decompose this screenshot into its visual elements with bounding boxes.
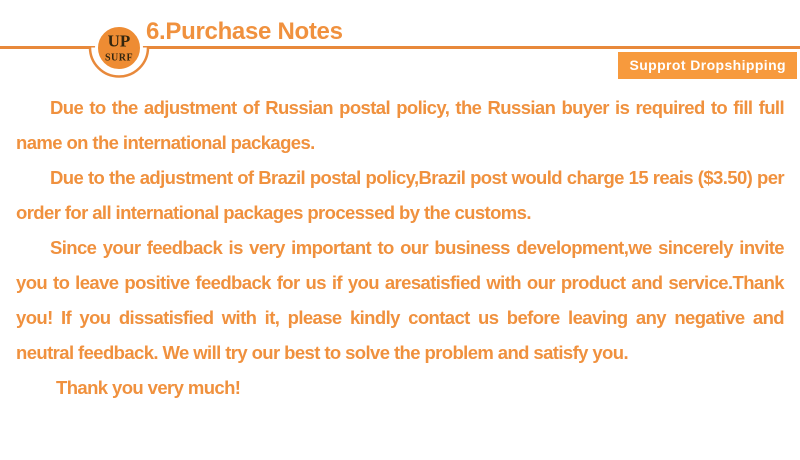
purchase-notes-text [16, 90, 784, 405]
note-paragraph-feedback: Since your feedback is very important to our business development,we sincerely invite you to leave positive feedback for us if you aresatisfied with our product and service.Thank you! If you dissatisfied with it, please kindly contact us before leaving any negative and neutral feedback. We will try our best to solve the problem and satisfy you. [16, 237, 784, 363]
note-paragraph-thanks: Thank you very much! [56, 377, 241, 398]
logo-text-surf: SURF [104, 52, 134, 64]
note-paragraph-brazil: Due to the adjustment of Brazil postal policy,Brazil post would charge 15 reais ($3.50) per order for all international packages processed by the customs. [16, 167, 784, 223]
dropshipping-badge: Supprot Dropshipping [618, 52, 797, 79]
section-header [0, 0, 800, 82]
logo-text-up: UP [107, 31, 131, 51]
section-title: 6.Purchase Notes [146, 18, 343, 45]
note-paragraph-russia: Due to the adjustment of Russian postal policy, the Russian buyer is required to fill full name on the international packages. [16, 97, 784, 153]
upsurf-logo-icon [83, 12, 155, 84]
